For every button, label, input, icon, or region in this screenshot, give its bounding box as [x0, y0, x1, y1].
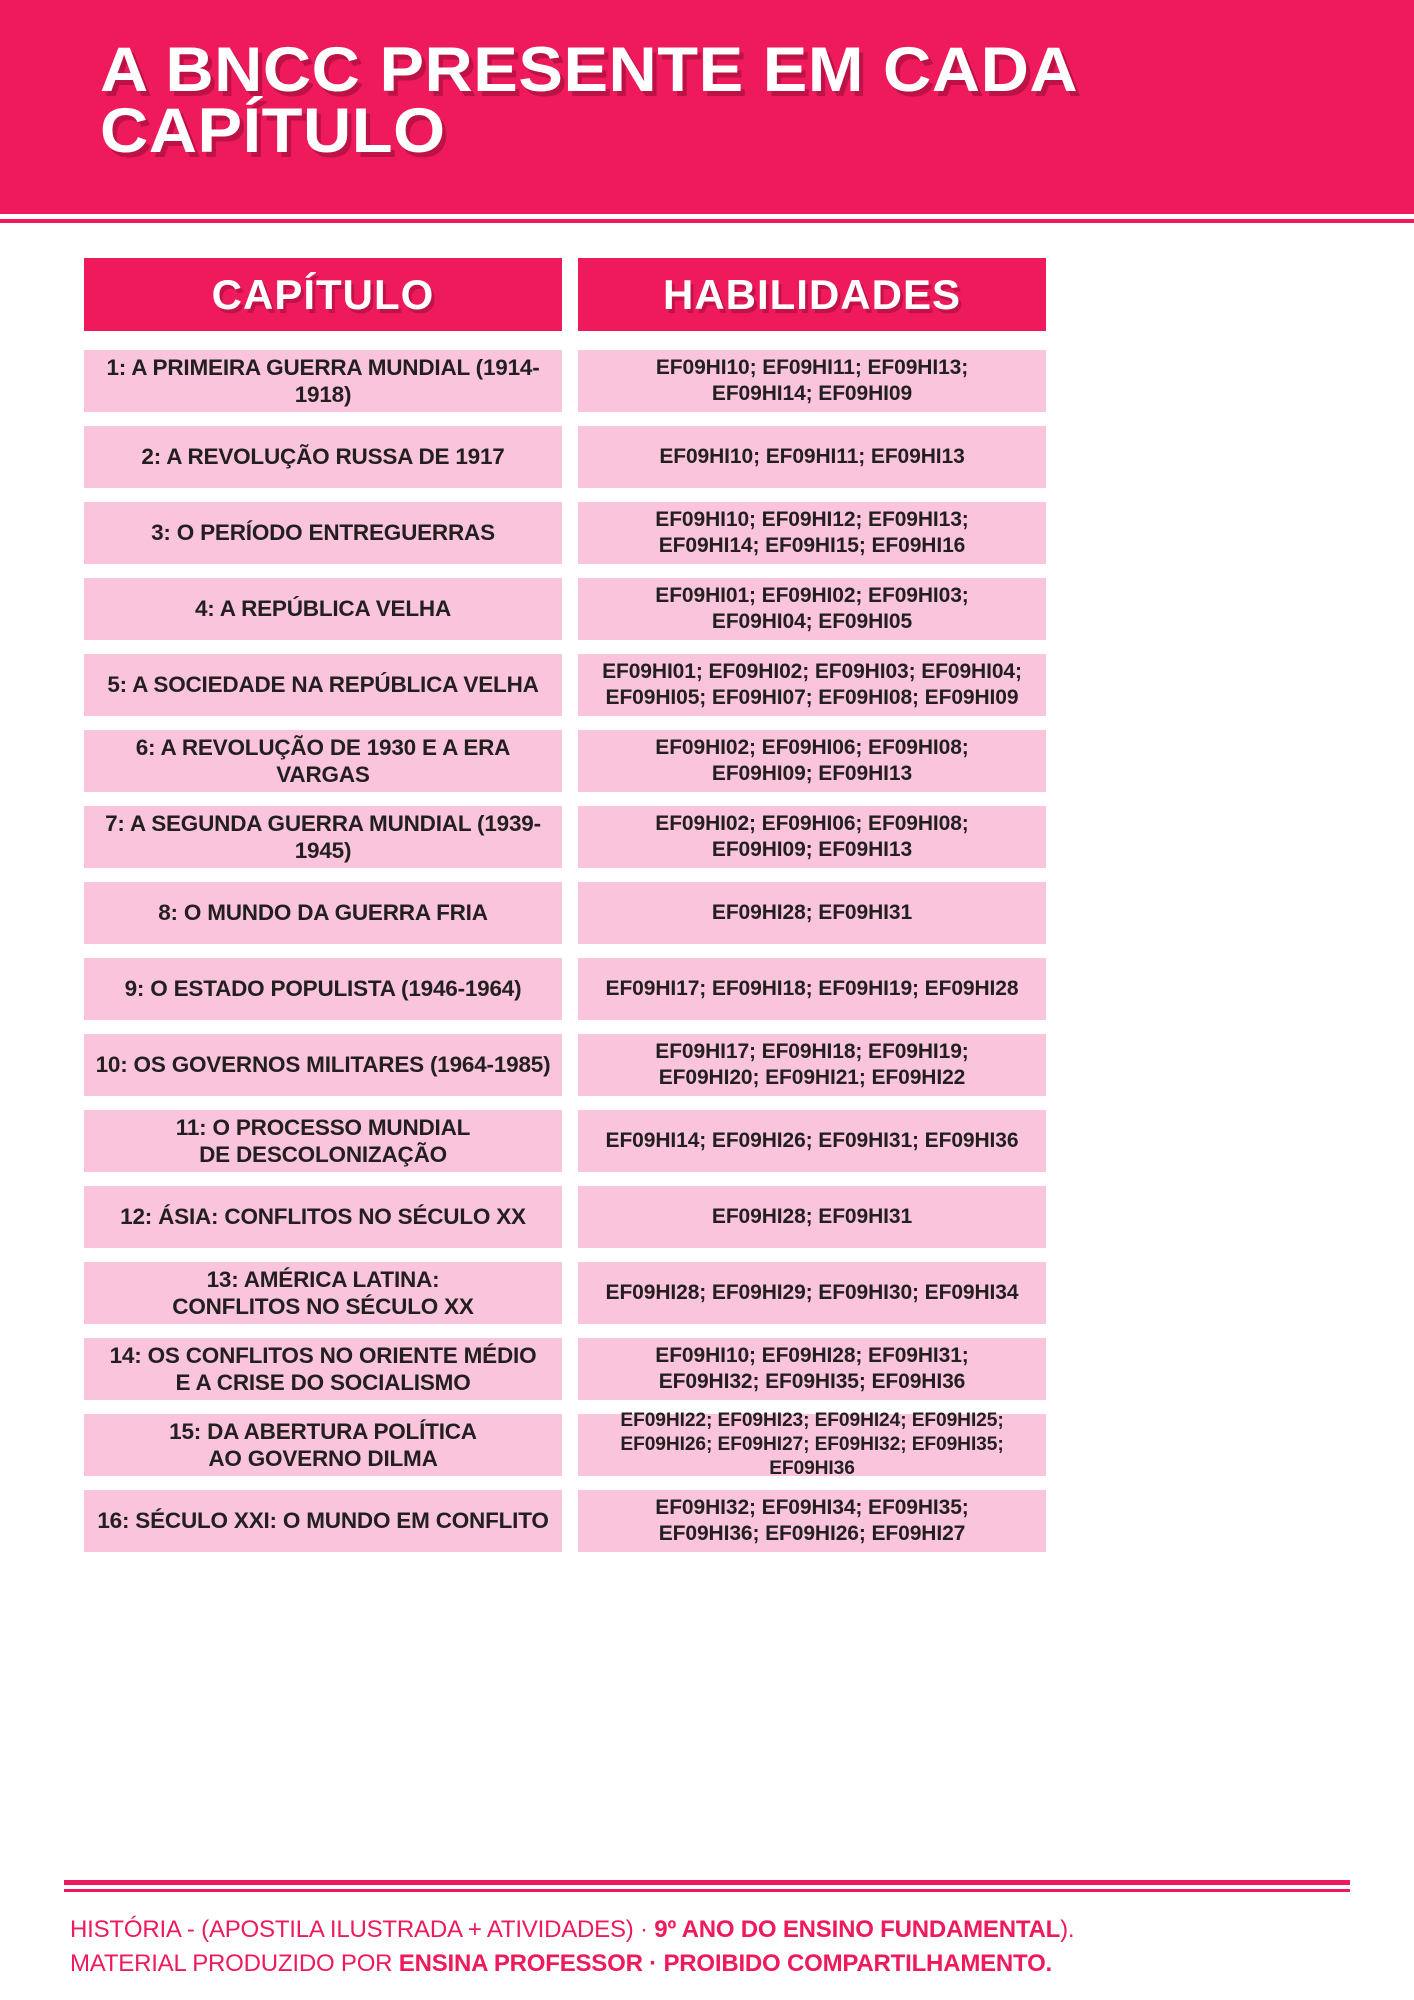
table-row: [84, 958, 1330, 1020]
cell-chapter: 10: OS GOVERNOS MILITARES (1964-1985): [84, 1034, 562, 1096]
footer-line1-tail: ).: [1060, 1916, 1075, 1943]
cell-skills: EF09HI28; EF09HI31: [578, 882, 1046, 944]
table-row: [84, 1034, 1330, 1096]
header-banner: [0, 0, 1414, 207]
cell-skills: EF09HI10; EF09HI28; EF09HI31; EF09HI32; EF09HI35; EF09HI36: [578, 1338, 1046, 1400]
cell-chapter: 4: A REPÚBLICA VELHA: [84, 578, 562, 640]
header-divider-stripes: [0, 207, 1414, 223]
cell-chapter: 7: A SEGUNDA GUERRA MUNDIAL (1939-1945): [84, 806, 562, 868]
footer-subject-text: HISTÓRIA - (APOSTILA ILUSTRADA + ATIVIDADES) ·: [70, 1916, 655, 1943]
cell-chapter: 2: A REVOLUÇÃO RUSSA DE 1917: [84, 426, 562, 488]
table-row: [84, 350, 1330, 412]
cell-skills: EF09HI28; EF09HI29; EF09HI30; EF09HI34: [578, 1262, 1046, 1324]
footer-line-2: [70, 1947, 1370, 1981]
table-row: [84, 730, 1330, 792]
table-row: [84, 1338, 1330, 1400]
table-row: [84, 1410, 1330, 1479]
cell-skills: EF09HI17; EF09HI18; EF09HI19; EF09HI28: [578, 958, 1046, 1020]
footer-line-1: [70, 1913, 1370, 1947]
cell-skills: EF09HI22; EF09HI23; EF09HI24; EF09HI25; EF09HI26; EF09HI27; EF09HI32; EF09HI35; EF09HI36: [578, 1414, 1046, 1476]
cell-skills: EF09HI32; EF09HI34; EF09HI35; EF09HI36; EF09HI26; EF09HI27: [578, 1490, 1046, 1552]
table-body: [84, 350, 1330, 1552]
cell-chapter: 3: O PERÍODO ENTREGUERRAS: [84, 502, 562, 564]
cell-skills: EF09HI01; EF09HI02; EF09HI03; EF09HI04; EF09HI05: [578, 578, 1046, 640]
footer-grade-text: 9º ANO DO ENSINO FUNDAMENTAL: [654, 1916, 1061, 1943]
cell-chapter: 14: OS CONFLITOS NO ORIENTE MÉDIO E A CRISE DO SOCIALISMO: [84, 1338, 562, 1400]
cell-chapter: 13: AMÉRICA LATINA: CONFLITOS NO SÉCULO XX: [84, 1262, 562, 1324]
cell-skills: EF09HI14; EF09HI26; EF09HI31; EF09HI36: [578, 1110, 1046, 1172]
footer-producer-label: MATERIAL PRODUZIDO POR: [70, 1950, 399, 1978]
footer-divider-stripes: [64, 1880, 1350, 1892]
footer-producer-name: ENSINA PROFESSOR · PROIBIDO COMPARTILHAMENTO.: [398, 1950, 1053, 1978]
table-row: [84, 426, 1330, 488]
cell-chapter: 6: A REVOLUÇÃO DE 1930 E A ERA VARGAS: [84, 730, 562, 792]
cell-skills: EF09HI10; EF09HI11; EF09HI13: [578, 426, 1046, 488]
cell-skills: EF09HI02; EF09HI06; EF09HI08; EF09HI09; EF09HI13: [578, 806, 1046, 868]
bncc-table: [84, 258, 1330, 1566]
table-row: [84, 502, 1330, 564]
cell-skills: EF09HI01; EF09HI02; EF09HI03; EF09HI04; EF09HI05; EF09HI07; EF09HI08; EF09HI09: [578, 654, 1046, 716]
cell-chapter: 1: A PRIMEIRA GUERRA MUNDIAL (1914-1918): [84, 350, 562, 412]
table-row: [84, 654, 1330, 716]
footer-stripe-thin: [64, 1889, 1350, 1892]
cell-chapter: 8: O MUNDO DA GUERRA FRIA: [84, 882, 562, 944]
divider-stripe-thick: [0, 207, 1414, 214]
table-header-row: [84, 258, 1330, 331]
cell-skills: EF09HI10; EF09HI12; EF09HI13; EF09HI14; EF09HI15; EF09HI16: [578, 502, 1046, 564]
table-row: [84, 1110, 1330, 1172]
table-row: [84, 1186, 1330, 1248]
cell-chapter: 11: O PROCESSO MUNDIAL DE DESCOLONIZAÇÃO: [84, 1110, 562, 1172]
table-row: [84, 882, 1330, 944]
footer-credits: [70, 1913, 1370, 1981]
table-row: [84, 806, 1330, 868]
cell-skills: EF09HI10; EF09HI11; EF09HI13; EF09HI14; EF09HI09: [578, 350, 1046, 412]
cell-chapter: 5: A SOCIEDADE NA REPÚBLICA VELHA: [84, 654, 562, 716]
cell-chapter: 12: ÁSIA: CONFLITOS NO SÉCULO XX: [84, 1186, 562, 1248]
cell-skills: EF09HI28; EF09HI31: [578, 1186, 1046, 1248]
page-title: A BNCC PRESENTE EM CADA CAPÍTULO: [100, 35, 1076, 166]
cell-chapter: 9: O ESTADO POPULISTA (1946-1964): [84, 958, 562, 1020]
cell-skills: EF09HI02; EF09HI06; EF09HI08; EF09HI09; EF09HI13: [578, 730, 1046, 792]
column-header-chapter: CAPÍTULO: [84, 258, 562, 331]
cell-chapter: 15: DA ABERTURA POLÍTICA AO GOVERNO DILMA: [84, 1414, 562, 1476]
column-header-skills: HABILIDADES: [578, 258, 1046, 331]
table-row: [84, 1262, 1330, 1324]
cell-chapter: 16: SÉCULO XXI: O MUNDO EM CONFLITO: [84, 1490, 562, 1552]
cell-skills: EF09HI17; EF09HI18; EF09HI19; EF09HI20; EF09HI21; EF09HI22: [578, 1034, 1046, 1096]
divider-stripe-thin: [0, 219, 1414, 223]
table-row: [84, 578, 1330, 640]
table-row: [84, 1490, 1330, 1552]
